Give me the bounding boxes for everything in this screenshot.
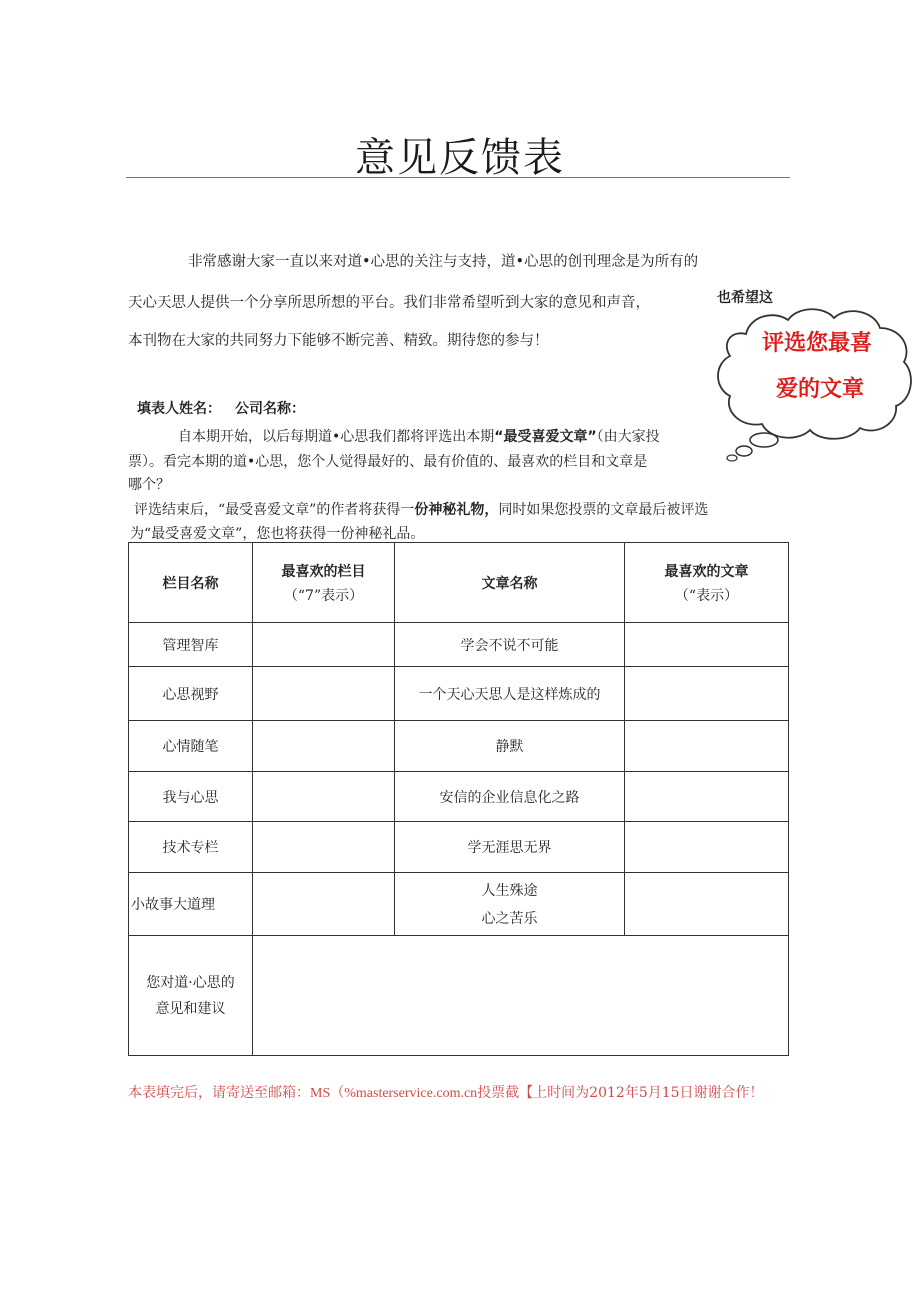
header-favorite-column: 最喜欢的栏目 （“7”表示） bbox=[253, 543, 395, 623]
favorite-article-mark-cell[interactable] bbox=[625, 623, 789, 667]
column-name-cell: 技术专栏 bbox=[129, 822, 253, 873]
article-name-cell: 静默 bbox=[395, 721, 625, 772]
callout-cloud-line-1: 评选您最喜 bbox=[762, 331, 873, 356]
table-row bbox=[129, 623, 789, 667]
favorite-column-mark-cell[interactable] bbox=[253, 822, 395, 873]
article-name-cell: 学会不说不可能 bbox=[395, 623, 625, 667]
filler-info bbox=[137, 398, 305, 418]
article-name-cell: 一个天心天思人是这样炼成的 bbox=[395, 667, 625, 721]
paragraph2-line-2: 为“最受喜爱文章”，您也将获得一份神秘礼品。 bbox=[130, 526, 425, 542]
favorite-column-mark-cell[interactable] bbox=[253, 721, 395, 772]
article-name-cell: 安信的企业信息化之路 bbox=[395, 772, 625, 822]
favorite-article-mark-cell[interactable] bbox=[625, 873, 789, 936]
footer-note: 本表填完后，请寄送至邮箱：MS（%masterservice.com.cn投票截【上时间为2012年5月15日谢谢合作！ bbox=[128, 1085, 764, 1101]
table-row bbox=[129, 822, 789, 873]
column-name-cell: 心思视野 bbox=[129, 667, 253, 721]
column-name-cell: 管理智库 bbox=[129, 623, 253, 667]
article-name-cell: 学无涯思无界 bbox=[395, 822, 625, 873]
paragraph1-line-2: 票）。看完本期的道•心思，您个人觉得最好的、最有价值的、最喜欢的栏目和文章是 bbox=[128, 454, 648, 470]
column-name-cell: 心情随笔 bbox=[129, 721, 253, 772]
feedback-label: 您对道·心思的 意见和建议 bbox=[129, 936, 253, 1056]
article-name-cell: 人生殊途 心之苦乐 bbox=[395, 873, 625, 936]
header-favorite-article: 最喜欢的文章 （“表示） bbox=[625, 543, 789, 623]
paragraph2-highlight: 份神秘礼物， bbox=[414, 502, 499, 518]
favorite-column-mark-cell[interactable] bbox=[253, 623, 395, 667]
table-row bbox=[129, 772, 789, 822]
page-title: 意见反馈表 bbox=[355, 135, 565, 181]
callout-cloud-line-2: 爱的文章 bbox=[776, 377, 865, 402]
favorite-article-mark-cell[interactable] bbox=[625, 667, 789, 721]
column-name-cell: 我与心思 bbox=[129, 772, 253, 822]
table-row bbox=[129, 667, 789, 721]
filler-name-label: 填表人姓名： bbox=[137, 401, 221, 417]
paragraph1-line-3: 哪个？ bbox=[128, 477, 170, 493]
favorite-column-mark-cell[interactable] bbox=[253, 873, 395, 936]
feedback-row bbox=[129, 936, 789, 1056]
paragraph1-highlight: “最受喜爱文章” bbox=[494, 429, 597, 445]
header-article-name: 文章名称 bbox=[395, 543, 625, 623]
favorite-column-mark-cell[interactable] bbox=[253, 667, 395, 721]
favorite-article-mark-cell[interactable] bbox=[625, 822, 789, 873]
callout-top-text: 也希望这 bbox=[717, 290, 773, 306]
paragraph2-line-1: 评选结束后，“最受喜爱文章”的作者将获得一份神秘礼物，同时如果您投票的文章最后被评选 bbox=[134, 502, 709, 518]
intro-line-3: 本刊物在大家的共同努力下能够不断完善、精致。期待您的参与！ bbox=[128, 333, 549, 349]
table-header-row bbox=[129, 543, 789, 623]
table-row bbox=[129, 721, 789, 772]
footer-email: MS（%masterservice.com.cn bbox=[310, 1086, 478, 1101]
feedback-input-area[interactable] bbox=[253, 936, 789, 1056]
paragraph1-line-1: 自本期开始，以后每期道•心思我们都将评选出本期“最受喜爱文章”（由大家投 bbox=[178, 429, 660, 445]
intro-line-1: 非常感谢大家一直以来对道•心思的关注与支持，道•心思的创刊理念是为所有的 bbox=[188, 254, 699, 270]
intro-line-2: 天心天思人提供一个分享所思所想的平台。我们非常希望听到大家的意见和声音， bbox=[128, 295, 650, 311]
vote-table bbox=[128, 542, 789, 1056]
favorite-column-mark-cell[interactable] bbox=[253, 772, 395, 822]
favorite-article-mark-cell[interactable] bbox=[625, 772, 789, 822]
filler-company-label: 公司名称： bbox=[235, 401, 305, 417]
title-divider bbox=[126, 177, 790, 178]
table-row bbox=[129, 873, 789, 936]
header-column-name: 栏目名称 bbox=[129, 543, 253, 623]
column-name-cell: 小故事大道理 bbox=[129, 873, 253, 936]
favorite-article-mark-cell[interactable] bbox=[625, 721, 789, 772]
